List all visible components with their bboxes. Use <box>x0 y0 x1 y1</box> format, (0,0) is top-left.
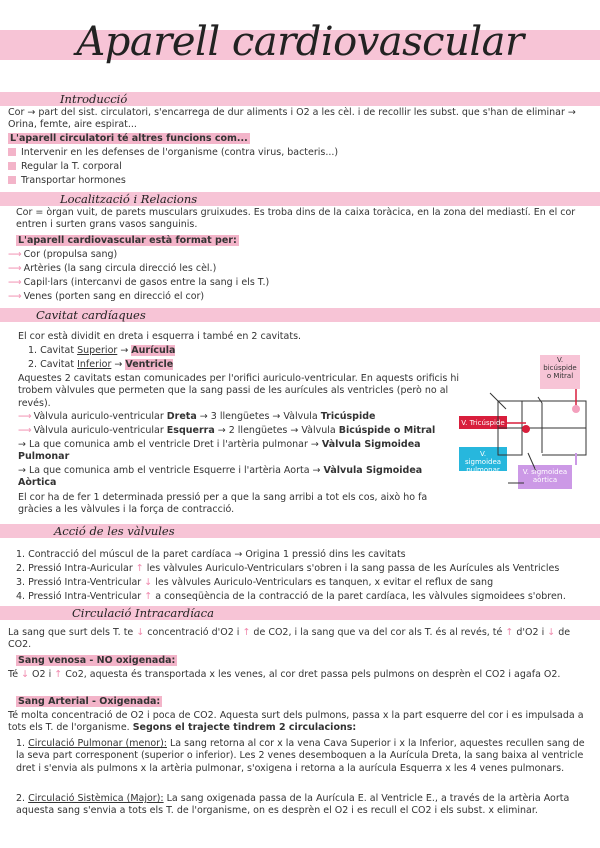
action-item: 4. Pressió Intra-Ventricular ↑ a conseqüència de la contracció de la paret cardíaca, les vàlvules sigmoidees s'obren. <box>16 591 566 602</box>
list-item: ⟶ Artèries (la sang circula direcció les cèl.) <box>8 263 217 274</box>
cav-paragraph: El cor ha de fer 1 determinada pressió per a que la sang arribi a tot els cos, això ho fa gràcies a les vàlvules i la força de contracció. <box>18 492 428 516</box>
section-heading: Cavitat cardíaques <box>36 308 146 322</box>
action-item: 1. Contracció del múscul de la paret cardíaca → Origina 1 pressió dins les cavitats <box>16 549 406 560</box>
valve-item: ⟶ Vàlvula auriculo-ventricular Esquerra → 2 llengüetes → Vàlvula Bicúspide o Mitral <box>18 425 436 436</box>
list-item: Intervenir en les defenses de l'organisme (contra virus, bacteris...) <box>8 147 592 159</box>
arterial-heading: Sang Arterial - Oxigenada: <box>18 696 161 707</box>
action-item: 3. Pressió Intra-Ventricular ↓ les vàlvules Auriculo-Ventriculars es tanquen, x evitar el reflux de sang <box>16 577 494 588</box>
arrow-icon: ⟶ <box>18 425 32 436</box>
section-band <box>0 192 600 206</box>
cavity-item: 2. Cavitat Inferior → Ventricle <box>28 359 174 370</box>
list-item: ⟶ Cor (propulsa sang) <box>8 249 118 260</box>
tricuspid-label: V. Tricúspide <box>461 419 505 427</box>
list-item: ⟶ Capil·lars (intercanvi de gasos entre la sang i els T.) <box>8 277 270 288</box>
cav-paragraph: Aquestes 2 cavitats estan comunicades per l'orifici auriculo-ventricular. En aquests orificis hi trobem vàlvules que permeten que la sang passi de les aurícules als ventricles (però no al revés). <box>18 373 460 409</box>
section-heading: Introducció <box>60 92 128 106</box>
arrow-icon: ⟶ <box>8 277 22 288</box>
heart-valves-diagram <box>458 353 596 493</box>
bullet-icon <box>8 176 16 184</box>
arrow-down-icon: ↓ <box>144 577 153 588</box>
arrow-up-icon: ↑ <box>135 563 144 574</box>
list-item: ⟶ Venes (porten sang en direcció el cor) <box>8 291 205 302</box>
local-paragraph: Cor = òrgan vuit, de parets musculars gruixudes. Es troba dins de la caixa toràcica, en la zona del mediastí. En el cor entren i surten grans vasos sanguinis. <box>16 207 576 231</box>
cavity-item: 1. Cavitat Superior → Aurícula <box>28 345 176 356</box>
intro-paragraph: Cor → part del sist. circulatori, s'encarrega de dur aliments i O2 a les cèl. i de recollir les subst. que s'han de eliminar → Orina, femte, aire espirat... <box>8 107 576 131</box>
circ-paragraph: Té ↓ O2 i ↑ Co2, aquesta és transportada x les venes, al cor dret passa pels pulmons on desprèn el CO2 i agafa O2. <box>8 669 561 680</box>
section-heading: Localització i Relacions <box>60 192 198 206</box>
circ-paragraph: La sang que surt dels T. te ↓ concentració d'O2 i ↑ de CO2, i la sang que va del cor als T. és al revés, té ↑ d'O2 i ↓ de CO2. <box>8 627 571 651</box>
arrow-up-icon: ↑ <box>505 627 514 638</box>
venous-heading: Sang venosa - NO oxigenada: <box>18 655 176 666</box>
valve-item: → La que comunica amb el ventricle Esquerre i l'artèria Aorta → Vàlvula Sigmoidea Aòrtica <box>18 465 423 489</box>
arrow-up-icon: ↑ <box>54 669 63 680</box>
section-band <box>0 524 600 538</box>
page-title: Aparell cardiovascular <box>76 19 524 65</box>
action-item: 2. Pressió Intra-Auricular ↑ les vàlvules Auriculo-Ventriculars s'obren i la sang passa de les Aurícules als Ventricles <box>16 563 560 574</box>
circulation-item: 2. Circulació Sistèmica (Major): La sang oxigenada passa de la Aurícula E. al Ventricle E., a través de la artèria Aorta aquesta sang s'envia a tots els T. de l'organisme, on es desprèn el O2 i es recull el CO2 i els subst. x eliminar. <box>16 793 570 817</box>
aortic-valve-label: V. sigmoidea aòrtica <box>522 468 568 484</box>
arrow-icon: ⟶ <box>8 263 22 274</box>
arrow-up-icon: ↑ <box>144 591 153 602</box>
mitral-label: V. bicúspide o Mitral <box>543 356 577 380</box>
list-item: Transportar hormones <box>8 175 592 187</box>
pulmonary-valve-label: V. sigmoidea pulmonar <box>464 450 502 474</box>
section-band <box>0 308 600 322</box>
intro-subheading: L'aparell circulatori té altres funcions com... <box>10 133 248 144</box>
list-item: Regular la T. corporal <box>8 161 592 173</box>
cav-intro: El cor està dividit en dreta i esquerra i també en 2 cavitats. <box>18 331 302 342</box>
arrow-icon: ⟶ <box>8 291 22 302</box>
arrow-down-icon: ↓ <box>547 627 556 638</box>
section-heading: Circulació Intracardíaca <box>72 606 214 620</box>
arrow-up-icon: ↑ <box>242 627 251 638</box>
bullet-icon <box>8 148 16 156</box>
arrow-down-icon: ↓ <box>136 627 145 638</box>
circ-paragraph: Té molta concentració de O2 i poca de CO2. Aquesta surt dels pulmons, passa x la part esquerre del cor i es impulsada a tots els T. de l'organisme. Segons el trajecte tindrem 2 circulacions: <box>8 710 584 734</box>
valve-item: → La que comunica amb el ventricle Dret i l'artèria pulmonar → Vàlvula Sigmoidea Pulmonar <box>18 439 421 463</box>
arrow-down-icon: ↓ <box>21 669 30 680</box>
arrow-icon: ⟶ <box>8 249 22 260</box>
section-band <box>0 92 600 106</box>
section-heading: Acció de les vàlvules <box>54 524 175 538</box>
section-band <box>0 606 600 620</box>
local-subheading: L'aparell cardiovascular està format per: <box>18 235 237 246</box>
bullet-icon <box>8 162 16 170</box>
circulation-item: 1. Circulació Pulmonar (menor): La sang retorna al cor x la vena Cava Superior i x la Inferior, aquestes recullen sang de la seva part corresponent (superior o inferior). Les 2 venes desemboquen a la Aurícula Dreta, la sang baixa al ventricle dret i s'envia als pulmons x la artèria pulmonar, s'oxigena i retorna a la aurícula Esquerra x les 4 venes pulmonars. <box>16 738 585 774</box>
valve-item: ⟶ Vàlvula auriculo-ventricular Dreta → 3 llengüetes → Vàlvula Tricúspide <box>18 411 376 422</box>
arrow-icon: ⟶ <box>18 411 32 422</box>
